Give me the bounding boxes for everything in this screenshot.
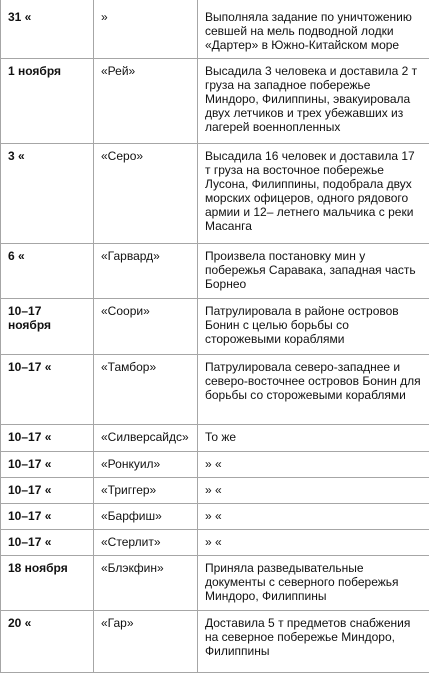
date-cell: 31 «: [1, 0, 94, 59]
date-cell: 10–17 «: [1, 355, 94, 425]
action-cell: Приняла разведывательные документы с северного побережья Миндоро, Филиппины: [198, 556, 429, 611]
date-cell: 6 «: [1, 244, 94, 299]
date-cell: 1 ноября: [1, 59, 94, 144]
action-cell: Выполняла задание по уничтожению севшей на мель подводной лодки «Дартер» в Южно-Китайском море: [198, 0, 429, 59]
table-row: [1, 0, 429, 59]
table-row: [1, 144, 429, 244]
table-row: [1, 59, 429, 144]
date-cell: 20 «: [1, 611, 94, 673]
submarine-cell: «Триггер»: [94, 478, 198, 504]
date-cell: 18 ноября: [1, 556, 94, 611]
date-cell: 3 «: [1, 144, 94, 244]
submarine-cell: «Ронкуил»: [94, 452, 198, 478]
table-row: [1, 611, 429, 673]
table-row: [1, 355, 429, 425]
table-row: [1, 556, 429, 611]
submarine-cell: »: [94, 0, 198, 59]
submarine-cell: «Стерлит»: [94, 530, 198, 556]
table-row: [1, 504, 429, 530]
action-cell: Произвела постановку мин у побережья Саравака, западная часть Борнео: [198, 244, 429, 299]
table-row: [1, 530, 429, 556]
action-cell: » «: [198, 504, 429, 530]
table-row: [1, 299, 429, 355]
action-cell: » «: [198, 452, 429, 478]
date-cell: 10–17 «: [1, 425, 94, 452]
submarine-cell: «Гарвард»: [94, 244, 198, 299]
submarine-cell: «Блэкфин»: [94, 556, 198, 611]
action-cell: Доставила 5 т предметов снабжения на северное побережье Миндоро, Филиппины: [198, 611, 429, 673]
submarine-cell: «Гар»: [94, 611, 198, 673]
action-cell: » «: [198, 530, 429, 556]
date-cell: 10–17 ноября: [1, 299, 94, 355]
submarine-cell: «Рей»: [94, 59, 198, 144]
date-cell: 10–17 «: [1, 504, 94, 530]
submarine-cell: «Силверсайдс»: [94, 425, 198, 452]
action-cell: Патрулировала северо-западнее и северо-восточнее островов Бонин для борьбы со сторожевыми кораблями: [198, 355, 429, 425]
date-cell: 10–17 «: [1, 530, 94, 556]
date-cell: 10–17 «: [1, 478, 94, 504]
action-cell: » «: [198, 478, 429, 504]
date-cell: 10–17 «: [1, 452, 94, 478]
submarine-cell: «Соори»: [94, 299, 198, 355]
submarine-cell: «Барфиш»: [94, 504, 198, 530]
submarine-cell: «Серо»: [94, 144, 198, 244]
action-cell: То же: [198, 425, 429, 452]
table-row: [1, 425, 429, 452]
table-row: [1, 478, 429, 504]
action-cell: Высадила 3 человека и доставила 2 т груза на западное побережье Миндоро, Филиппины, эвакуировала двух летчиков и трех убежавших из лагерей военнопленных: [198, 59, 429, 144]
submarine-cell: «Тамбор»: [94, 355, 198, 425]
table-row: [1, 244, 429, 299]
table-row: [1, 452, 429, 478]
action-cell: Высадила 16 человек и доставила 17 т груза на восточное побережье Лусона, Филиппины, подобрала двух морских офицеров, одного рядового армии и 12– летнего мальчика с реки Масанга: [198, 144, 429, 244]
action-cell: Патрулировала в районе островов Бонин с целью борьбы со сторожевыми кораблями: [198, 299, 429, 355]
